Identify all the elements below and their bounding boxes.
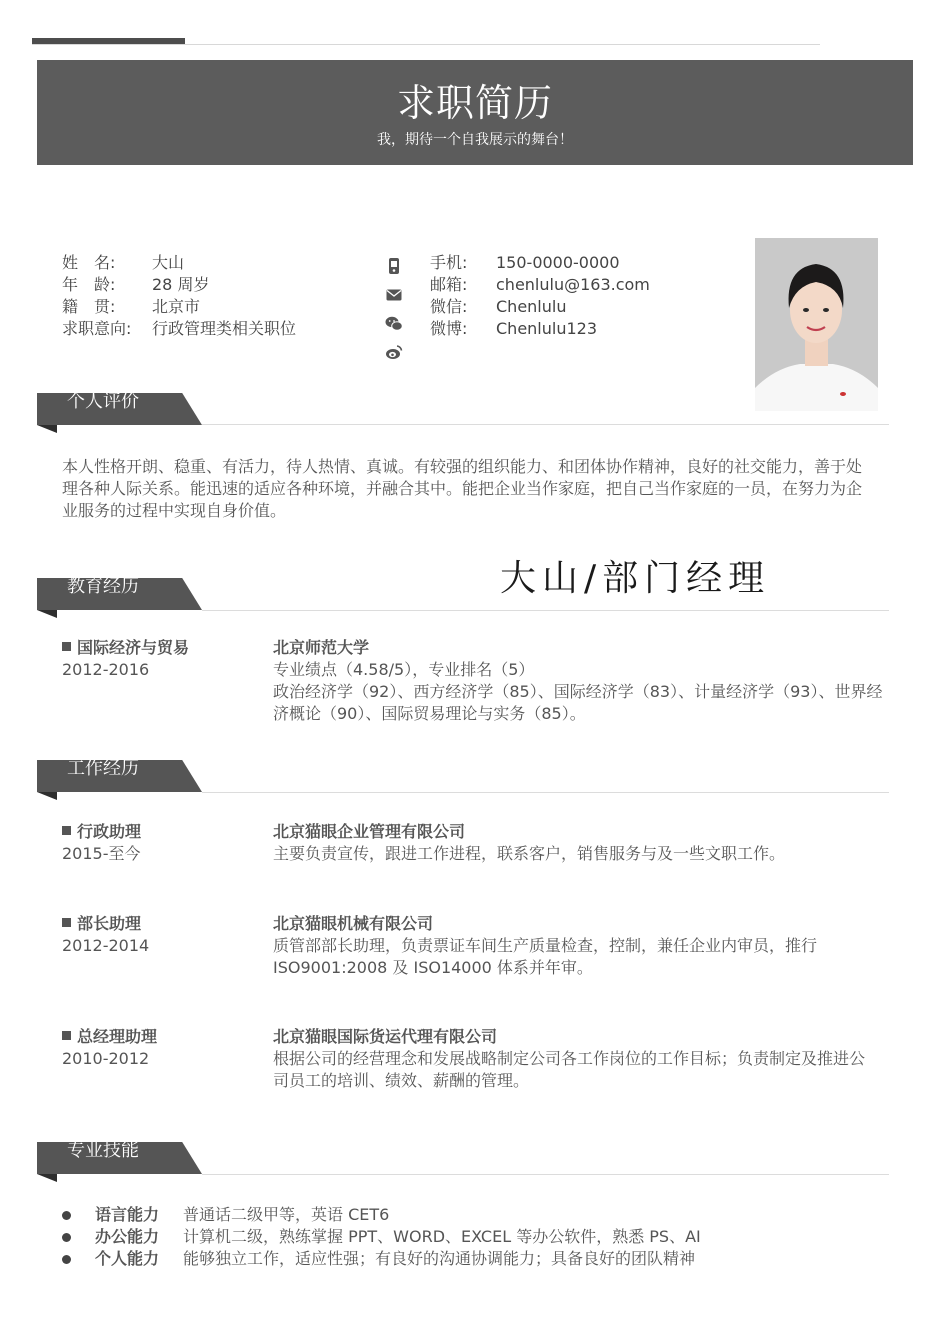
info-value: 大山 xyxy=(152,253,185,272)
info-row xyxy=(62,274,296,296)
skill-desc: 计算机二级，熟练掌握 PPT、WORD、EXCEL 等办公软件，熟悉 PS、AI xyxy=(183,1227,701,1246)
contact-label: 手机: xyxy=(430,253,468,272)
section-tab-fold xyxy=(37,792,57,800)
skill-item xyxy=(62,1226,902,1248)
skills-list xyxy=(62,1204,902,1270)
square-bullet-icon xyxy=(62,1031,71,1040)
contact-info xyxy=(430,252,650,340)
work-item-left xyxy=(62,821,262,865)
header-banner xyxy=(37,60,913,165)
skill-desc: 能够独立工作，适应性强；有良好的沟通协调能力；具备良好的团队精神 xyxy=(183,1249,696,1268)
role-label: 总经理助理 xyxy=(77,1027,158,1046)
skill-name: 语言能力 xyxy=(95,1205,160,1224)
skill-name: 办公能力 xyxy=(95,1227,160,1246)
info-label: 姓 名: xyxy=(62,253,116,272)
page-title: 求职简历 xyxy=(396,81,553,125)
info-row xyxy=(62,252,296,274)
self-eval-text: 本人性格开朗、稳重、有活力，待人热情、真诚。有较强的组织能力、和团体协作精神，良好的社交能力，善于处理各种人际关系。能迅速的适应各种环境，并融合其中。能把企业当作家庭，把自己当作家庭的一员，在努力为企业服务的过程中实现自身价值。 xyxy=(62,457,863,520)
bullet-icon xyxy=(62,1233,71,1242)
contact-row xyxy=(430,274,650,296)
section-tab-fold xyxy=(37,610,57,618)
work-period: 2015-至今 xyxy=(62,844,141,863)
weibo-value: Chenlulu123 xyxy=(496,319,598,338)
info-label: 籍 贯: xyxy=(62,297,116,316)
skill-item xyxy=(62,1204,902,1226)
education-school: 北京师范大学 xyxy=(273,638,370,657)
work-period: 2012-2014 xyxy=(62,936,150,955)
wechat-value: Chenlulu xyxy=(496,297,567,316)
contact-row xyxy=(430,296,650,318)
info-row xyxy=(62,318,296,340)
work-role xyxy=(62,821,262,843)
section-header-skills xyxy=(37,1142,202,1174)
contact-row xyxy=(430,252,650,274)
bullet-icon xyxy=(62,1255,71,1264)
section-title: 个人评价 xyxy=(67,391,139,412)
contact-label: 邮箱: xyxy=(430,275,468,294)
section-tab-fold xyxy=(37,1174,57,1182)
work-desc: 根据公司的经营理念和发展战略制定公司各工作岗位的工作目标；负责制定及推进公司员工的培训、绩效、薪酬的管理。 xyxy=(273,1049,866,1090)
section-title: 教育经历 xyxy=(67,576,139,597)
work-item-right xyxy=(273,913,878,979)
email-value[interactable]: chenlulu@163.com xyxy=(496,275,650,294)
mail-icon xyxy=(385,289,403,307)
work-role xyxy=(62,1026,262,1048)
info-label: 求职意向: xyxy=(62,319,132,338)
skill-name: 个人能力 xyxy=(95,1249,160,1268)
education-gpa: 专业绩点（4.58/5），专业排名（5） xyxy=(273,660,535,679)
name-title: 大山/部门经理 xyxy=(500,558,771,599)
work-period: 2010-2012 xyxy=(62,1049,150,1068)
work-company: 北京猫眼机械有限公司 xyxy=(273,914,434,933)
section-divider xyxy=(202,1174,889,1175)
education-major xyxy=(62,637,262,659)
square-bullet-icon xyxy=(62,642,71,651)
profile-photo xyxy=(755,238,878,411)
role-label: 部长助理 xyxy=(77,914,142,933)
role-label: 行政助理 xyxy=(77,822,142,841)
work-desc: 主要负责宣传，跟进工作进程，联系客户，销售服务与及一些文职工作。 xyxy=(273,844,786,863)
bullet-icon xyxy=(62,1211,71,1220)
work-item-left xyxy=(62,1026,262,1070)
education-courses: 政治经济学（92）、西方经济学（85）、国际经济学（83）、计量经济学（93）、世界经济概论（90）、国际贸易理论与实务（85）。 xyxy=(273,682,883,723)
contact-label: 微博: xyxy=(430,319,468,338)
info-value: 28 周岁 xyxy=(152,275,210,294)
contact-label: 微信: xyxy=(430,297,468,316)
work-item-right xyxy=(273,821,878,865)
section-tab-fold xyxy=(37,425,57,433)
square-bullet-icon xyxy=(62,826,71,835)
major-label: 国际经济与贸易 xyxy=(77,638,190,657)
info-row xyxy=(62,296,296,318)
section-divider xyxy=(202,792,889,793)
top-divider xyxy=(32,44,820,45)
work-company: 北京猫眼企业管理有限公司 xyxy=(273,822,466,841)
wechat-icon xyxy=(385,316,403,334)
work-company: 北京猫眼国际货运代理有限公司 xyxy=(273,1027,498,1046)
work-item-left xyxy=(62,913,262,957)
section-title: 专业技能 xyxy=(67,1140,139,1161)
education-period: 2012-2016 xyxy=(62,660,150,679)
section-header-work xyxy=(37,760,202,792)
section-divider xyxy=(202,424,889,425)
section-divider xyxy=(202,610,889,611)
square-bullet-icon xyxy=(62,918,71,927)
info-value: 北京市 xyxy=(152,297,201,316)
education-right xyxy=(273,637,883,725)
page-subtitle: 我，期待一个自我展示的舞台！ xyxy=(377,132,573,148)
info-label: 年 龄: xyxy=(62,275,116,294)
education-left xyxy=(62,637,262,681)
section-header-education xyxy=(37,578,202,610)
skill-desc: 普通话二级甲等，英语 CET6 xyxy=(183,1205,390,1224)
work-item-right xyxy=(273,1026,878,1092)
section-title: 工作经历 xyxy=(67,758,139,779)
info-value: 行政管理类相关职位 xyxy=(152,319,297,338)
section-header-self-eval xyxy=(37,393,202,425)
contact-row xyxy=(430,318,650,340)
skill-item xyxy=(62,1248,902,1270)
phone-value: 150-0000-0000 xyxy=(496,253,620,272)
work-desc: 质管部部长助理，负责票证车间生产质量检查，控制，兼任企业内审员，推行 ISO9001:2008 及 ISO14000 体系并年审。 xyxy=(273,936,818,977)
weibo-icon xyxy=(385,344,403,362)
work-role xyxy=(62,913,262,935)
phone-icon xyxy=(385,257,403,275)
basic-info xyxy=(62,252,296,340)
